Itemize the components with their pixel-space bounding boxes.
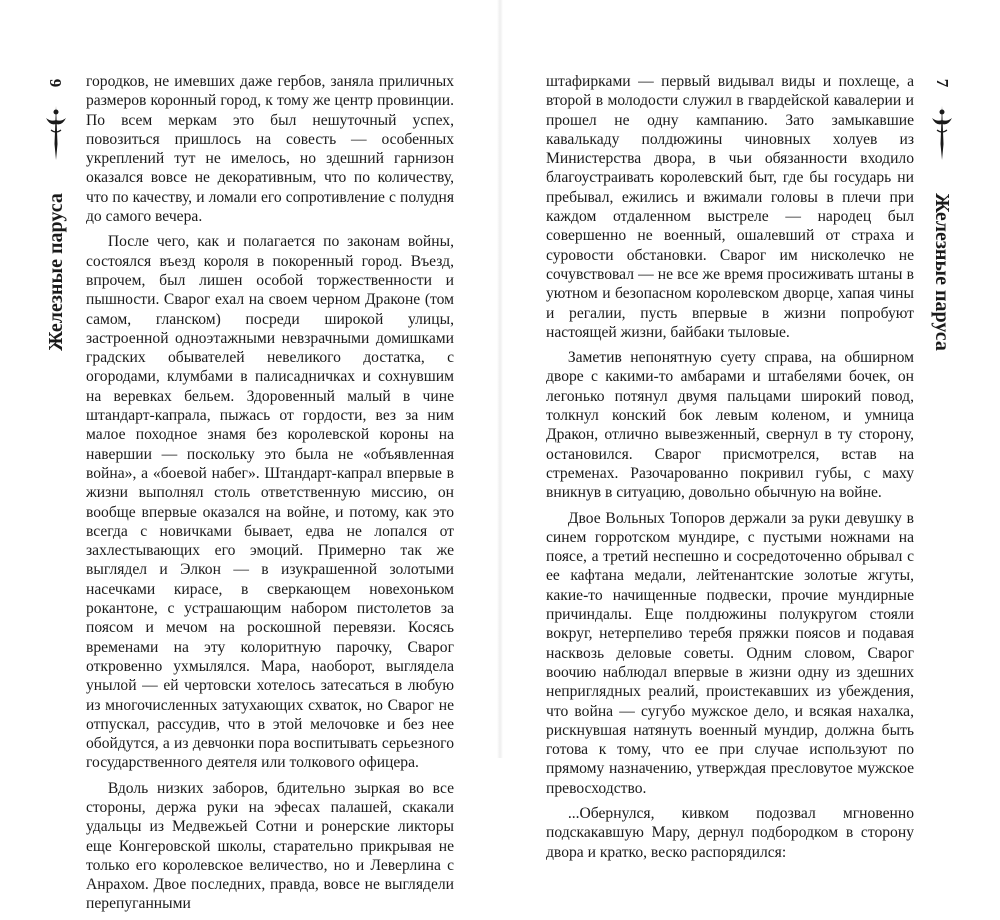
left-page-number: 6 <box>46 78 65 88</box>
right-paragraph-1: штафирками — первый видывал виды и похлеще, а второй в молодости служил в гвардейской кавалерии и прошел не одну кампанию. Зато замыкавшие кавалькаду полдюжины чиновных холуев из Министерства двора, в чьи обязанности входило благоустраивать королевский быт, где бы государь ни пребывал, ежились и вжимали головы в плечи при каждом отдаленном выстреле — народец был совершенно не военный, ошалевший от страха и суровости обстановки. Сварог им нисколечко не сочувствовал — не все же время просиживать штаны в уютном и безопасном королевском дворце, хапая чины и регалии, пусть впервые в жизни попробуют настоящей жизни, байбаки тыловые. <box>546 73 914 341</box>
left-paragraph-2: После чего, как и полагается по законам войны, состоялся въезд короля в покоренный город. Въезд, впрочем, был лишен особой торжественности и пышности. Сварог ехал на своем черном Драконе (том самом, гланском) посреди широкой улицы, застроенной одноэтажными невзрачными домишками градских обывателей невеликого достатка, с огородами, клумбами в палисадничках и сохнувшим на веревках бельем. Здоровенный малый в чине штандарт-капрала, пыжась от гордости, вез за ним малое походное знамя без королевской короны на навершии — поскольку это была не «объявленная война», а «боевой набег». Штандарт-капрал впервые в жизни выполнял столь ответственную миссию, он вообще впервые оказался на войне, и потому, как это всегда с новичками бывает, едва не лопался от захлестывающих его эмоций. Примерно так же выглядел и Элкон — в изукрашенной золотыми насечками кирасе, в сверкающем новехоньком рокантоне, с устрашающим набором пистолетов за поясом и мечом на роскошной перевязи. Косясь временами на эту колоритную парочку, Сварог откровенно ухмылялся. Мара, наоборот, выглядела унылой — ей чертовски хотелось затесаться в любую из многочисленных затухающих схваток, но Сварог не отпускал, рассудив, что в этой мелочовке и без нее обойдутся, а из девчонки пора воспитывать серьезного государственного деятеля или толкового офицера. <box>86 233 454 772</box>
right-paragraph-4: ...Обернулся, кивком подозвал мгновенно подскакавшую Мару, дернул подбородком в сторону двора и кратко, веско распорядился: <box>546 804 914 861</box>
left-paragraph-3: Вдоль низких заборов, бдительно зыркая во все стороны, держа руки на эфесах палашей, скакали удальцы из Медвежьей Сотни и ронерские ликторы еще Конгеровской школы, старательно прикрывая не только его королевское величество, но и Леверлина с Анрахом. Двое последних, правда, вовсе не выглядели перепуганными <box>86 779 454 913</box>
sword-ornament-icon <box>43 104 69 164</box>
right-paragraph-3: Двое Вольных Топоров держали за руки девушку в синем горротском мундире, с пустыми ножнами на поясе, а третий неспешно и сосредоточенно обрывал с ее кафтана медали, лейтенантские золотые жгуты, какие-то начищенные подвески, прочие мундирные причиндалы. Еще полдюжины полукругом стояли вокруг, нетерпеливо теребя пряжки поясов и подавая насквозь деловые советы. Одним словом, Сварог воочию наблюдал впервые в жизни одну из здешних неприглядных реалий, проистекавших из убеждения, что война — сугубо мужское дело, и всякая нахалка, рискнувшая натянуть военный мундир, должна быть готова к тому, что ее при случае используют по прямому назначению, утверждая пресловутое мужское превосходство. <box>546 509 914 797</box>
left-margin <box>38 72 74 362</box>
right-margin <box>924 72 960 362</box>
book-gutter <box>497 0 503 758</box>
right-page-number: 7 <box>933 78 952 88</box>
left-page-body <box>86 72 454 920</box>
left-paragraph-1: городков, не имевших даже гербов, заняла приличных размеров коронный город, к тому же центр провинции. По всем меркам это был нешуточный успех, повозиться пришлось на совесть — особенных укреплений тут не имелось, но здешний гарнизон оказался вовсе не декоративным, что по количеству, что по качеству, и ломали его сопротивление с полудня до самого вечера. <box>86 73 454 226</box>
sword-ornament-icon <box>929 104 955 164</box>
right-running-title: Железные паруса <box>931 193 953 351</box>
right-paragraph-2: Заметив непонятную суету справа, на обширном дворе с какими-то амбарами и штабелями бочек, он легонько потянул двумя пальцами широкий повод, толкнул конский бок левым коленом, и умница Дракон, отлично вывезженный, свернул в ту сторону, остановился. Сварог присмотрелся, встав на стременах. Разочарованно покривил губы, с маху вникнув в ситуацию, довольно обычную на войне. <box>546 349 914 502</box>
left-running-title: Железные паруса <box>45 193 67 351</box>
right-page-body <box>546 72 914 868</box>
